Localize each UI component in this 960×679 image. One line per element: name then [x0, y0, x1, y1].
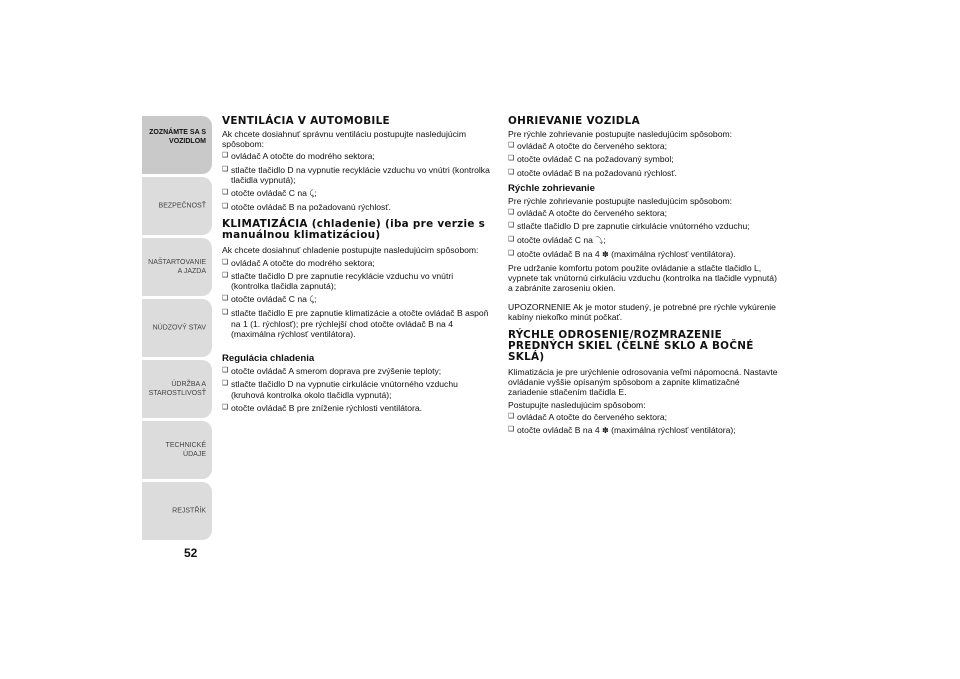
list-text: otočte ovládač C na [231, 294, 307, 305]
paragraph: Ak chcete dosiahnuť správnu ventiláciu postupujte nasledujúcim spôsobom: [222, 129, 466, 150]
list-text: otočte ovládač C na [517, 234, 593, 245]
face-vent-icon: ⤹ [309, 295, 315, 305]
list-text: ; [314, 188, 317, 199]
fan-max-icon: ✽ [602, 249, 609, 259]
list-item: ❑ ovládač A otočte do červeného sektora; [508, 208, 780, 218]
paragraph: Pre rýchle zohrievanie postupujte nasledujúcim spôsobom: [508, 196, 733, 207]
list-item: ❑ otočte ovládač B pre zníženie rýchlosti ventilátora. [222, 403, 490, 413]
list-text: (maximálna rýchlosť ventilátora). [611, 248, 736, 259]
heading-klimatizacia: KLIMATIZÁCIA (chladenie) (iba pre verzie s manuálnou klimatizáciou) [222, 218, 486, 242]
paragraph: Klimatizácia je pre urýchlenie odrosovania veľmi nápomocná. Nastavte ovládanie vyššie opísaným spôsobom a zapnite klimatizačné zariadenie stlačením tlačidla E. [508, 367, 778, 398]
heading-ohrievanie: OHRIEVANIE VOZIDLA [508, 115, 640, 127]
tab-label: ÚDRŽBA A STAROSTLIVOSŤ [148, 381, 206, 397]
feet-vent-icon: ⤵ [595, 235, 604, 245]
list-item: ❑ otočte ovládač B na požadovanú rýchlosť. [222, 202, 490, 212]
list-item: ❑ ovládač A otočte do červeného sektora; [508, 412, 780, 422]
fan-max-icon: ✽ [602, 426, 609, 436]
tab-udrzba[interactable] [142, 360, 212, 418]
list-item: ❑ otočte ovládač B na požadovanú rýchlosť. [508, 168, 780, 178]
list-item: ❑ stlačte tlačidlo D na vypnutie cirkulácie vnútorného vzduchu (kruhová kontrolka okolo tlačidla vypnutá); [222, 379, 490, 399]
tab-label: NAŠTARTOVANIE A JAZDA [148, 259, 206, 275]
heading-rychle-odrosenie: RÝCHLE ODROSENIE/ROZMRAZENIE PREDNÝCH SKIEL (ČELNÉ SKLO A BOČNÉ SKLÁ) [508, 329, 754, 364]
paragraph-upozornenie: UPOZORNENIE Ak je motor studený, je potrebné pre rýchle vykúrenie kabíny niekoľko minút počkať. [508, 301, 776, 322]
list-item: ❑ stlačte tlačidlo D pre zapnutie cirkulácie vnútorného vzduchu; [508, 221, 780, 231]
tab-label: REJSTŘÍK [172, 507, 206, 515]
subheading-regulacia: Regulácia chladenia [222, 353, 315, 365]
tab-nastartovanie[interactable] [142, 238, 212, 296]
list-text: (maximálna rýchlosť ventilátora); [611, 425, 736, 436]
heading-ventilacia: VENTILÁCIA V AUTOMOBILE [222, 115, 390, 127]
list-item: ❑ otočte ovládač C na požadovaný symbol; [508, 154, 780, 164]
list-text: otočte ovládač C na [231, 188, 307, 199]
list-item [508, 235, 780, 246]
list-item [508, 249, 780, 260]
list-item [222, 188, 490, 199]
subheading-rychle-zohrievanie: Rýchle zohrievanie [508, 182, 595, 194]
tab-label: TECHNICKÉ ÚDAJE [165, 442, 206, 458]
tab-label: ZOZNÁMTE SA S VOZIDLOM [149, 129, 206, 145]
list-item [508, 425, 780, 436]
list-item: ❑ stlačte tlačidlo D pre zapnutie recyklácie vzduchu vo vnútri (kontrolka tlačidla zapnutá); [222, 271, 490, 291]
sidebar-tabs [142, 116, 212, 543]
list-text: ; [603, 234, 606, 245]
paragraph: Pre udržanie komfortu potom použite ovládanie a stlačte tlačidlo L, vypnete tak vnútornú cirkuláciu vzduchu (kontrolka na tlačidle vypnutá) a zabránite zaroseniu okien. [508, 263, 777, 294]
tab-label: BEZPEČNOSŤ [158, 202, 206, 210]
tab-rejstrik[interactable] [142, 482, 212, 540]
list-item: ❑ stlačte tlačidlo E pre zapnutie klimatizácie a otočte ovládač B aspoň na 1 (1. rýchlosť); pre rýchlejší chod otočte ovládač B na 4 (maximálna rýchlosť ventilátora). [222, 308, 490, 339]
list-item: ❑ ovládač A otočte do červeného sektora; [508, 141, 780, 151]
tab-label: NÚDZOVÝ STAV [152, 324, 206, 332]
list-text: otočte ovládač B na 4 [517, 248, 600, 259]
list-item: ❑ ovládač A otočte do modrého sektora; [222, 151, 490, 161]
list-text: ; [314, 294, 317, 305]
tab-technicke-udaje[interactable] [142, 421, 212, 479]
list-item: ❑ ovládač A otočte do modrého sektora; [222, 258, 490, 268]
tab-zoznamte-sa[interactable] [142, 116, 212, 174]
list-item: ❑ otočte ovládač A smerom doprava pre zvýšenie teploty; [222, 366, 490, 376]
right-column [508, 116, 780, 439]
tab-nudzovy-stav[interactable] [142, 299, 212, 357]
face-vent-icon: ⤹ [309, 189, 315, 199]
list-item [222, 294, 490, 305]
paragraph: Pre rýchle zohrievanie postupujte nasledujúcim spôsobom: [508, 129, 733, 139]
list-text: otočte ovládač B na 4 [517, 425, 600, 436]
paragraph: Ak chcete dosiahnuť chladenie postupujte nasledujúcim spôsobom: [222, 245, 479, 256]
paragraph: Postupujte nasledujúcim spôsobom: [508, 399, 646, 410]
tab-bezpecnost[interactable] [142, 177, 212, 235]
left-column [222, 116, 490, 416]
page-number: 52 [184, 546, 198, 560]
list-item: ❑ stlačte tlačidlo D na vypnutie recyklácie vzduchu vo vnútri (kontrolka tlačidla vypnutá); [222, 165, 490, 185]
